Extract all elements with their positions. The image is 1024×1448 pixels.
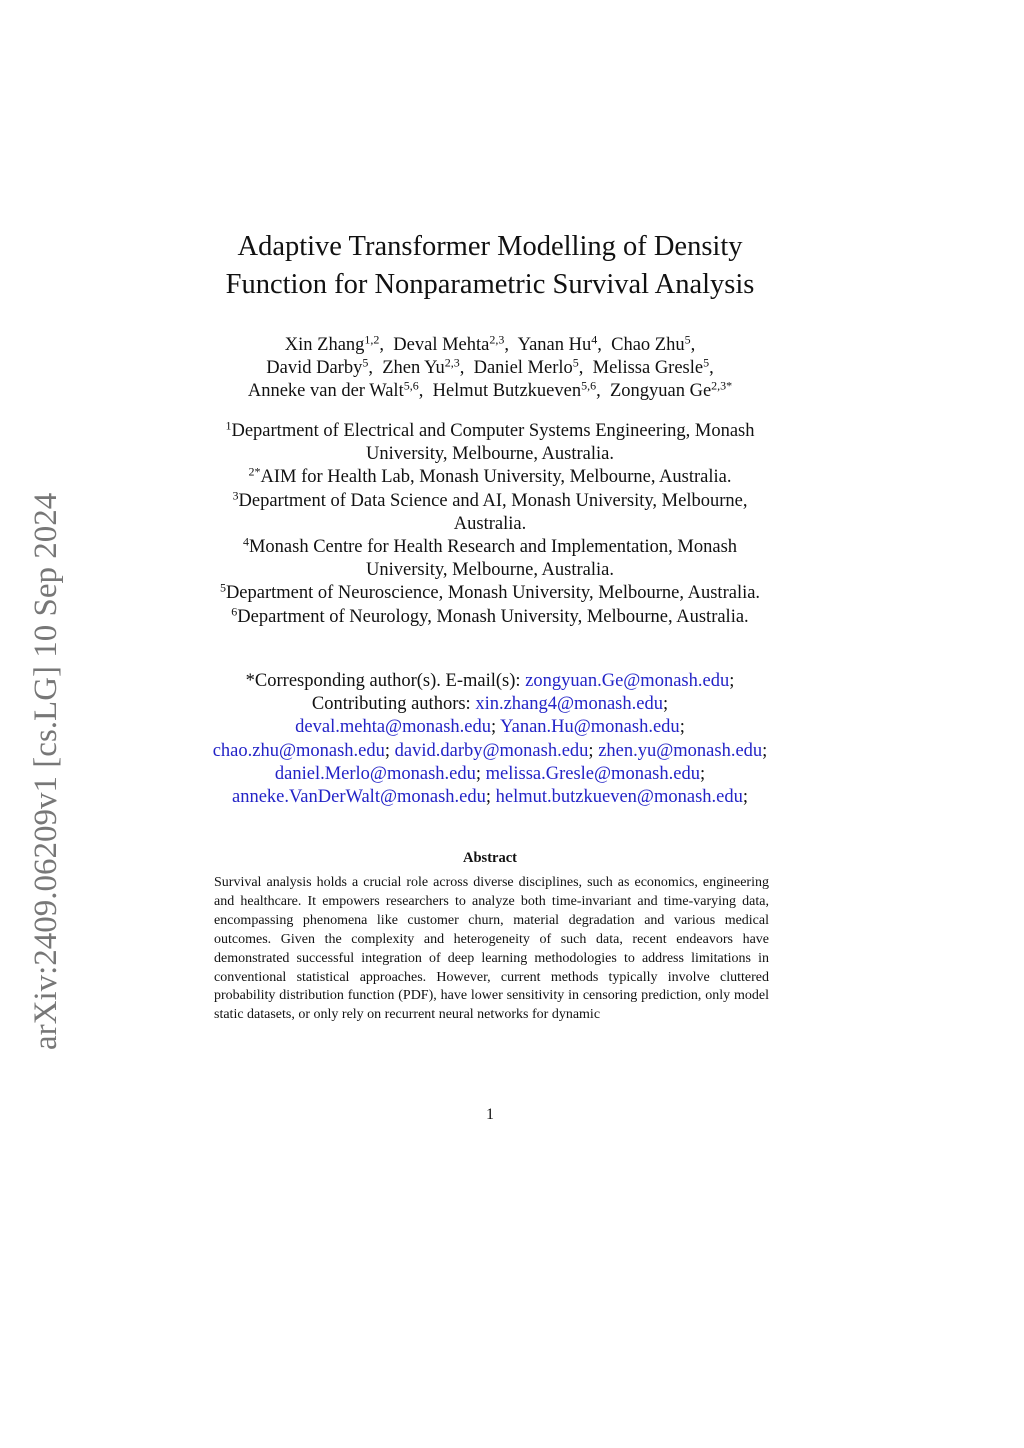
- author-affil-sup: 5: [703, 355, 710, 370]
- author-affil-sup: 1,2: [364, 332, 380, 347]
- contact-emails: *Corresponding author(s). E-mail(s): zongyuan.Ge@monash.edu; Contributing authors: xin.zhang4@monash.edu; deval.mehta@monash.edu; Yanan.Hu@monash.edu; chao.zhu@monash.edu; david.darby@monash.edu; zhen.yu@monash.edu; daniel.Merlo@monash.edu; melissa.Gresle@monash.edu; anneke.VanDerWalt@monash.edu; helmut.butzkueven@monash.edu;: [212, 671, 768, 808]
- affiliation-1: $^1$Department of Electrical and Computer Systems Engineering, Monash: [225, 418, 755, 441]
- author-affil-sup: 5: [684, 332, 691, 347]
- email-link[interactable]: helmut.butzkueven@monash.edu: [495, 787, 743, 808]
- affiliation-4: $^4$Monash Centre for Health Research and Implementation, Monash: [242, 534, 738, 558]
- affiliation-2: $^{2*}$AIM for Health Lab, Monash University, Melbourne, Australia.: [248, 464, 732, 488]
- author-list: Xin Zhang$^{1,2}$, Deval Mehta$^{2,3}$, Yanan Hu$^4$, Chao Zhu$^5$, David Darby$^5$, Zhen Yu$^{2,3}$, Daniel Merlo$^5$, Melissa Gresle$^5$, Anneke van der Walt$^{5,6}$, Helmut Butzkueven$^{5,6}$, Zongyuan $Ge^{2,3*}$: [247, 332, 733, 402]
- author-affil-sup: 5: [572, 355, 579, 370]
- author-name: Helmut Butzkueven: [432, 381, 582, 402]
- affiliation-3: $^3$Department of Data Science and AI, Monash University, Melbourne,: [232, 488, 748, 511]
- page-number: 1: [486, 1106, 494, 1123]
- email-link[interactable]: zongyuan.Ge@monash.edu: [525, 671, 730, 691]
- email-link[interactable]: anneke.VanDerWalt@monash.edu: [231, 787, 486, 808]
- title-line-2: Function for Nonparametric Survival Analysis: [225, 269, 755, 300]
- email-link[interactable]: zhen.yu@monash.edu: [598, 740, 763, 761]
- author-name: Zongyuan Ge: [609, 381, 712, 402]
- email-link[interactable]: david.darby@monash.edu: [394, 740, 589, 761]
- paper-title: [190, 228, 790, 304]
- affiliation-6: $^6$Department of Neurology, Monash University, Melbourne, Australia.: [231, 604, 749, 627]
- author-name: Daniel Merlo: [473, 358, 573, 379]
- author-name: Anneke van der Walt: [247, 381, 404, 402]
- author-name: Zhen Yu: [382, 358, 445, 379]
- email-link[interactable]: xin.zhang4@monash.edu: [475, 694, 663, 715]
- arxiv-identifier-stamp: arXiv:2409.06209v1 [cs.LG] 10 Sep 2024: [28, 492, 64, 1050]
- author-affil-sup: 2,3: [489, 332, 505, 347]
- corresponding-label: *Corresponding author(s). E-mail(s):: [245, 671, 526, 691]
- contributing-label: Contributing authors:: [311, 694, 476, 715]
- author-affil-sup: 2,3: [444, 355, 460, 370]
- author-affil-sup: 5: [362, 355, 369, 370]
- email-link[interactable]: daniel.Merlo@monash.edu: [274, 763, 476, 784]
- abstract-text: Survival analysis holds a crucial role across diverse disciplines, such as economics, engineering and healthcare. It empowers researchers to analyze both time-invariant and time-varying data, encompassing phenomena like customer churn, material degradation and various medical outcomes. Given the complexity and heterogeneity of such data, recent endeavors have demonstrated successful integration of deep learning methodologies to address limitations in conventional statistical approaches. However, current methods typically involve cluttered probability distribution function (PDF), have lower sensitivity in censoring prediction, only model static datasets, or only rely on recurrent neural networks for dynamic: [214, 875, 769, 1023]
- author-affil-sup: 5,6: [581, 378, 597, 393]
- author-affil-sup: 5,6: [403, 378, 419, 393]
- title-line-1: Adaptive Transformer Modelling of Density: [237, 231, 743, 262]
- author-name: Xin Zhang: [284, 335, 365, 355]
- author-affil-sup: 2,3*: [711, 378, 733, 393]
- abstract-heading: Abstract: [463, 850, 517, 866]
- author-name: Yanan Hu: [517, 335, 592, 355]
- affiliation-5: $^5$Department of Neuroscience, Monash University, Melbourne, Australia.: [219, 580, 761, 604]
- email-link[interactable]: chao.zhu@monash.edu: [212, 740, 385, 761]
- author-name: Chao Zhu: [611, 335, 685, 355]
- author-name: David Darby: [266, 358, 363, 379]
- author-affil-sup: 4: [591, 332, 598, 347]
- author-name: Melissa Gresle: [592, 358, 704, 379]
- author-name: Deval Mehta: [393, 335, 490, 355]
- email-link[interactable]: melissa.Gresle@monash.edu: [485, 763, 700, 784]
- email-link[interactable]: Yanan.Hu@monash.edu: [500, 717, 680, 738]
- affiliation-list: $^1$Department of Electrical and Computer Systems Engineering, Monash University, Melbourne, Australia. $^{2*}$AIM for Health Lab, Monash University, Melbourne, Australia. $^3$Department of Data Science and AI, Monash University, Melbourne, Australia. $^4$Monash Centre for Health Research and Implementation, Monash University, Melbourne, Australia. $^5$Department of Neuroscience, Monash University, Melbourne, Australia. $^6$Department of Neurology, Monash University, Melbourne, Australia.: [180, 420, 800, 629]
- email-link[interactable]: deval.mehta@monash.edu: [295, 717, 491, 738]
